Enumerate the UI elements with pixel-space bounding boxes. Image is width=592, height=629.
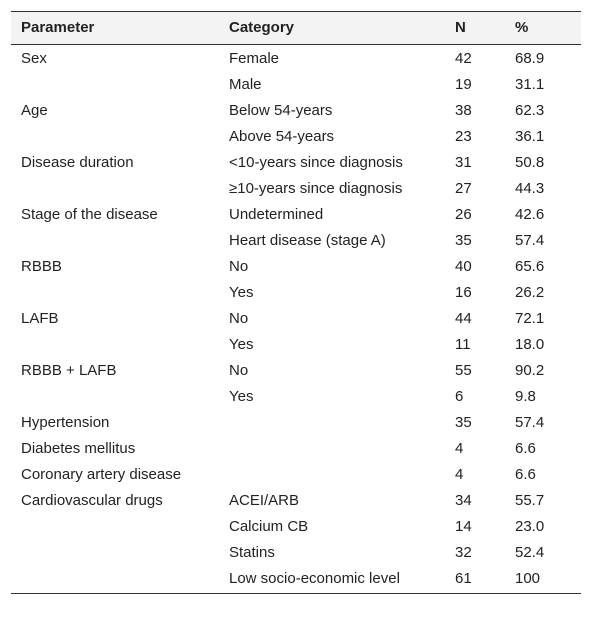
- cell-category: Low socio-economic level: [229, 570, 400, 587]
- cell-parameter: Sex: [21, 50, 47, 67]
- table-row: [11, 280, 581, 306]
- cell-n: 44: [455, 310, 472, 327]
- cell-n: 26: [455, 206, 472, 223]
- cell-category: ≥10-years since diagnosis: [229, 180, 403, 197]
- cell-category: Yes: [229, 284, 254, 301]
- cell-parameter: [11, 124, 219, 150]
- cell-category: Statins: [229, 544, 275, 561]
- cell-parameter: Age: [21, 102, 48, 119]
- cell-n: 19: [455, 76, 472, 93]
- table-row: [11, 202, 581, 228]
- cell-category: <10-years since diagnosis: [229, 154, 403, 171]
- cell-n: 23: [455, 128, 472, 145]
- cell-percent: 6.6: [515, 466, 536, 483]
- cell-parameter: RBBB: [21, 258, 62, 275]
- cell-n: 14: [455, 518, 472, 535]
- cell-category: Female: [229, 50, 280, 67]
- cell-parameter: [11, 332, 219, 358]
- table-body: [11, 45, 581, 594]
- cell-parameter: [11, 540, 219, 566]
- cell-category: [219, 410, 445, 436]
- cell-percent: 65.6: [515, 258, 545, 275]
- table-row: [11, 462, 581, 488]
- table-row: [11, 306, 581, 332]
- table-row: [11, 540, 581, 566]
- cell-percent: 90.2: [515, 362, 545, 379]
- cell-percent: 26.2: [515, 284, 545, 301]
- cell-n: 6: [455, 388, 464, 405]
- cell-percent: 72.1: [515, 310, 545, 327]
- cell-category: Heart disease (stage A): [229, 232, 386, 249]
- cell-category: Undetermined: [229, 206, 324, 223]
- cell-category: Calcium CB: [229, 518, 309, 535]
- header-n: N: [445, 12, 505, 45]
- cell-percent: 100: [515, 570, 541, 587]
- table-row: [11, 566, 581, 593]
- cell-percent: 52.4: [515, 544, 545, 561]
- cell-percent: 18.0: [515, 336, 545, 353]
- cell-n: 34: [455, 492, 472, 509]
- cell-category: No: [229, 310, 249, 327]
- table-row: [11, 410, 581, 436]
- cell-n: 31: [455, 154, 472, 171]
- cell-percent: 44.3: [515, 180, 545, 197]
- cell-parameter: Hypertension: [21, 414, 110, 431]
- cell-category: Yes: [229, 336, 254, 353]
- cell-parameter: [11, 72, 219, 98]
- table-header: [11, 12, 581, 45]
- cell-category: Above 54-years: [229, 128, 335, 145]
- cell-parameter: Diabetes mellitus: [21, 440, 136, 457]
- cell-percent: 55.7: [515, 492, 545, 509]
- cell-n: 4: [455, 466, 464, 483]
- header-row: [11, 12, 581, 45]
- cell-category: Below 54-years: [229, 102, 333, 119]
- cell-category: [219, 462, 445, 488]
- cell-percent: 9.8: [515, 388, 536, 405]
- cell-category: Male: [229, 76, 262, 93]
- cell-parameter: [11, 566, 219, 593]
- table-row: [11, 358, 581, 384]
- cell-percent: 50.8: [515, 154, 545, 171]
- cell-parameter: Cardiovascular drugs: [21, 492, 163, 509]
- table-row: [11, 98, 581, 124]
- cell-n: 27: [455, 180, 472, 197]
- cell-percent: 57.4: [515, 232, 545, 249]
- table-row: [11, 228, 581, 254]
- cell-parameter: LAFB: [21, 310, 59, 327]
- table-row: [11, 254, 581, 280]
- data-table-container: [11, 11, 581, 594]
- cell-parameter: RBBB + LAFB: [21, 362, 117, 379]
- table-row: [11, 384, 581, 410]
- cell-category: No: [229, 362, 249, 379]
- header-category: Category: [219, 12, 445, 45]
- cell-n: 16: [455, 284, 472, 301]
- cell-n: 61: [455, 570, 472, 587]
- table-row: [11, 124, 581, 150]
- data-table: [11, 12, 581, 593]
- cell-parameter: [11, 514, 219, 540]
- table-row: [11, 514, 581, 540]
- cell-category: [219, 436, 445, 462]
- cell-n: 35: [455, 232, 472, 249]
- cell-parameter: [11, 384, 219, 410]
- cell-category: Yes: [229, 388, 254, 405]
- cell-n: 42: [455, 50, 472, 67]
- cell-n: 40: [455, 258, 472, 275]
- table-row: [11, 45, 581, 73]
- cell-percent: 42.6: [515, 206, 545, 223]
- table-row: [11, 150, 581, 176]
- cell-parameter: [11, 280, 219, 306]
- cell-parameter: Stage of the disease: [21, 206, 158, 223]
- cell-n: 38: [455, 102, 472, 119]
- cell-n: 32: [455, 544, 472, 561]
- cell-category: No: [229, 258, 249, 275]
- table-row: [11, 436, 581, 462]
- cell-percent: 57.4: [515, 414, 545, 431]
- cell-parameter: Disease duration: [21, 154, 134, 171]
- cell-parameter: [11, 228, 219, 254]
- cell-category: ACEI/ARB: [229, 492, 300, 509]
- cell-n: 4: [455, 440, 464, 457]
- cell-percent: 23.0: [515, 518, 545, 535]
- cell-percent: 6.6: [515, 440, 536, 457]
- cell-n: 55: [455, 362, 472, 379]
- cell-n: 11: [455, 336, 471, 353]
- cell-n: 35: [455, 414, 472, 431]
- header-parameter: Parameter: [11, 12, 219, 45]
- table-row: [11, 176, 581, 202]
- cell-parameter: [11, 176, 219, 202]
- cell-percent: 31.1: [515, 76, 545, 93]
- cell-parameter: Coronary artery disease: [21, 466, 182, 483]
- cell-percent: 36.1: [515, 128, 545, 145]
- cell-percent: 62.3: [515, 102, 545, 119]
- table-row: [11, 72, 581, 98]
- header-percent: %: [505, 12, 581, 45]
- cell-percent: 68.9: [515, 50, 545, 67]
- table-row: [11, 332, 581, 358]
- table-row: [11, 488, 581, 514]
